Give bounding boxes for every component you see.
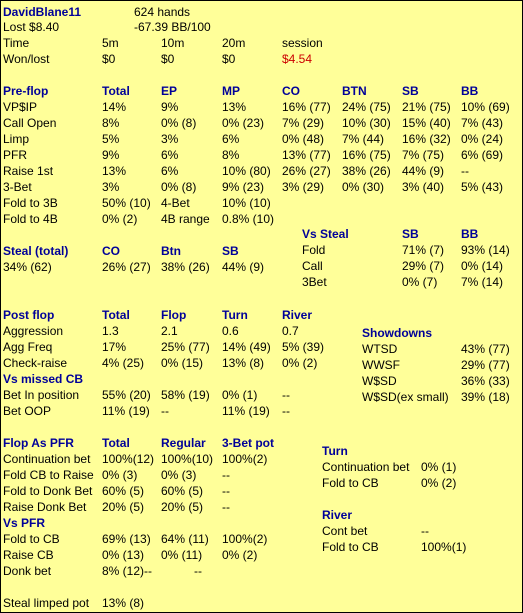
cell: 100%(1) (421, 540, 467, 554)
showdowns-title: Showdowns (362, 326, 432, 340)
row-label: 3-Bet (3, 180, 32, 194)
player-name: DavidBlane11 (3, 5, 82, 19)
cell: -- (461, 164, 469, 178)
cell: -- (161, 404, 169, 418)
cell: 0% (2) (102, 212, 138, 226)
time-col-5m: 5m (102, 36, 119, 50)
cell: 8% (222, 148, 240, 162)
turn-title: Turn (322, 444, 348, 458)
wonlost-20m: $0 (222, 52, 236, 66)
steal-title: Steal (total) (3, 244, 69, 258)
row-label: W$SD (362, 374, 397, 388)
vs-steal-label: Fold (302, 243, 326, 257)
cell: 26% (27) (102, 260, 151, 274)
cell: 13% (102, 164, 127, 178)
vs-steal-label: 3Bet (302, 275, 327, 289)
preflop-col-bb: BB (461, 84, 479, 98)
cell: 0% (3) (102, 468, 138, 482)
row-label: Aggression (3, 324, 64, 338)
cell: 29% (7) (402, 259, 445, 273)
flop-pfr-col-3bet-pot: 3-Bet pot (222, 436, 274, 450)
row-label: Bet OOP (3, 404, 52, 418)
wonlost-5m: $0 (102, 52, 116, 66)
row-label: Fold CB to Raise (3, 468, 94, 482)
cell: 60% (5) (161, 484, 204, 498)
vs-steal-col-bb: BB (461, 227, 479, 241)
cell: -- (282, 388, 290, 402)
cell: 25% (77) (161, 340, 210, 354)
cell: 0% (11) (161, 548, 203, 562)
cell: 13% (222, 100, 247, 114)
cell: 69% (13) (102, 532, 151, 546)
cell: 11% (19) (222, 404, 270, 418)
cell: 60% (5) (102, 484, 145, 498)
cell: 100%(2) (222, 532, 268, 546)
cell: 93% (14) (461, 243, 510, 257)
cell: 7% (29) (282, 116, 325, 130)
cell: 0% (13) (102, 548, 145, 562)
vs-missed-cb-title: Vs missed CB (3, 372, 84, 386)
row-label: Raise CB (3, 548, 54, 562)
cell: 20% (5) (102, 500, 145, 514)
steal-col-co: CO (102, 244, 120, 258)
cell: 0% (23) (222, 116, 265, 130)
row-label: WWSF (362, 358, 400, 372)
row-label: Fold to CB (3, 532, 60, 546)
vs-pfr-title: Vs PFR (3, 516, 46, 530)
cell: 24% (75) (342, 100, 391, 114)
cell: 13% (77) (282, 148, 331, 162)
cell: 3% (29) (282, 180, 325, 194)
row-label: Limp (3, 132, 30, 146)
time-col-20m: 20m (222, 36, 246, 50)
cell: 21% (75) (402, 100, 451, 114)
row-label: Cont bet (322, 524, 368, 538)
cell: 10% (80) (222, 164, 271, 178)
cell: 10% (10) (222, 196, 271, 210)
cell: 43% (77) (461, 342, 510, 356)
preflop-col-sb: SB (402, 84, 419, 98)
cell: 2.1 (161, 324, 178, 338)
cell: -- (194, 564, 202, 578)
cell: 44% (9) (402, 164, 445, 178)
cell: 0% (1) (222, 388, 258, 402)
cell: 29% (77) (461, 358, 510, 372)
cell: 0% (3) (161, 468, 197, 482)
steal-total: 34% (62) (3, 260, 52, 274)
cell: 0.7 (282, 324, 299, 338)
cell: 4% (25) (102, 356, 145, 370)
row-label: VP$IP (3, 100, 38, 114)
row-label: Fold to 3B (3, 196, 58, 210)
cell: 8% (102, 116, 120, 130)
row-label: PFR (3, 148, 27, 162)
cell: 64% (11) (161, 532, 209, 546)
preflop-col-total: Total (102, 84, 130, 98)
cell: 26% (27) (282, 164, 331, 178)
cell: 0% (2) (282, 356, 318, 370)
cell: 1.3 (102, 324, 119, 338)
cell: 14% (49) (222, 340, 271, 354)
row-label: Fold to CB (322, 476, 379, 490)
cell: 6% (69) (461, 148, 504, 162)
cell: 0% (8) (161, 180, 197, 194)
cell: 55% (20) (102, 388, 151, 402)
cell: -- (222, 484, 230, 498)
time-col-10m: 10m (161, 36, 185, 50)
cell: 15% (40) (402, 116, 451, 130)
cell: 6% (161, 164, 179, 178)
cell: 4-Bet (161, 196, 190, 210)
preflop-col-co: CO (282, 84, 300, 98)
flop-pfr-col-regular: Regular (161, 436, 206, 450)
flop-pfr-col-total: Total (102, 436, 130, 450)
cell: 0% (30) (342, 180, 385, 194)
cell: 100%(2) (222, 452, 268, 466)
cell: 5% (39) (282, 340, 325, 354)
postflop-col-total: Total (102, 308, 130, 322)
steal-col-sb: SB (222, 244, 239, 258)
cell: 17% (102, 340, 127, 354)
cell: 3% (102, 180, 120, 194)
cell: 13% (8) (222, 356, 265, 370)
cell: 0% (14) (461, 259, 504, 273)
cell: 5% (102, 132, 120, 146)
cell: 38% (26) (161, 260, 210, 274)
cell: -- (222, 500, 230, 514)
row-label: Agg Freq (3, 340, 53, 354)
wonlost-session: $4.54 (282, 52, 313, 66)
cell: 50% (10) (102, 196, 151, 210)
cell: 0% (7) (402, 275, 438, 289)
river-title: River (322, 508, 353, 522)
cell: 10% (69) (461, 100, 510, 114)
bb-per-100: -67.39 BB/100 (134, 20, 211, 34)
cell: 0% (2) (421, 476, 457, 490)
cell: 14% (102, 100, 127, 114)
cell: 0% (24) (461, 132, 504, 146)
cell: 0% (1) (421, 460, 457, 474)
cell: -- (421, 524, 429, 538)
preflop-col-ep: EP (161, 84, 178, 98)
steal-limped-pot-value: 13% (8) (102, 596, 145, 610)
lost-amount: Lost $8.40 (3, 20, 60, 34)
preflop-title: Pre-flop (3, 84, 49, 98)
cell: 5% (43) (461, 180, 504, 194)
vs-steal-col-sb: SB (402, 227, 419, 241)
cell: 36% (33) (461, 374, 510, 388)
cell: 0.8% (10) (222, 212, 275, 226)
postflop-col-turn: Turn (222, 308, 248, 322)
row-label: Call Open (3, 116, 57, 130)
cell: 7% (44) (342, 132, 385, 146)
cell: 39% (18) (461, 390, 510, 404)
row-label: Donk bet (3, 564, 52, 578)
cell: 71% (7) (402, 243, 445, 257)
flop-pfr-title: Flop As PFR (3, 436, 74, 450)
cell: 10% (30) (342, 116, 391, 130)
row-label: Fold to Donk Bet (3, 484, 93, 498)
postflop-col-river: River (282, 308, 313, 322)
cell: 9% (161, 100, 179, 114)
postflop-title: Post flop (3, 308, 55, 322)
steal-col-btn: Btn (161, 244, 181, 258)
cell: 7% (43) (461, 116, 504, 130)
row-label: Raise Donk Bet (3, 500, 87, 514)
cell: 100%(12) (102, 452, 155, 466)
cell: 0% (15) (161, 356, 204, 370)
preflop-col-btn: BTN (342, 84, 367, 98)
cell: 0% (48) (282, 132, 325, 146)
cell: 0% (8) (161, 116, 197, 130)
cell: 100%(10) (161, 452, 214, 466)
row-label: Continuation bet (322, 460, 410, 474)
time-label: Time (3, 36, 30, 50)
cell: 0% (2) (222, 548, 258, 562)
cell: 6% (222, 132, 240, 146)
cell: 58% (19) (161, 388, 210, 402)
cell: 4B range (161, 212, 210, 226)
postflop-col-flop: Flop (161, 308, 187, 322)
cell: -- (222, 468, 230, 482)
cell: 8% (12)-- (102, 564, 153, 578)
row-label: Check-raise (3, 356, 68, 370)
cell: 3% (40) (402, 180, 445, 194)
wonlost-label: Won/lost (3, 52, 50, 66)
cell: 3% (161, 132, 179, 146)
wonlost-10m: $0 (161, 52, 175, 66)
cell: 9% (102, 148, 120, 162)
cell: 7% (14) (461, 275, 504, 289)
vs-steal-label: Call (302, 259, 323, 273)
time-col-session: session (282, 36, 323, 50)
vs-steal-title: Vs Steal (302, 227, 349, 241)
row-label: W$SD(ex small) (362, 390, 449, 404)
cell: 6% (161, 148, 179, 162)
row-label: Bet In position (3, 388, 80, 402)
cell: -- (282, 404, 290, 418)
cell: 7% (75) (402, 148, 445, 162)
cell: 20% (5) (161, 500, 204, 514)
row-label: WTSD (362, 342, 398, 356)
cell: 0.6 (222, 324, 239, 338)
cell: 9% (23) (222, 180, 265, 194)
preflop-col-mp: MP (222, 84, 240, 98)
row-label: Raise 1st (3, 164, 54, 178)
cell: 16% (75) (342, 148, 391, 162)
cell: 38% (26) (342, 164, 391, 178)
cell: 16% (77) (282, 100, 331, 114)
cell: 16% (32) (402, 132, 451, 146)
hands-count: 624 hands (134, 5, 191, 19)
steal-limped-pot-label: Steal limped pot (3, 596, 90, 610)
cell: 44% (9) (222, 260, 265, 274)
row-label: Fold to CB (322, 540, 379, 554)
cell: 11% (19) (102, 404, 150, 418)
row-label: Fold to 4B (3, 212, 58, 226)
row-label: Continuation bet (3, 452, 91, 466)
